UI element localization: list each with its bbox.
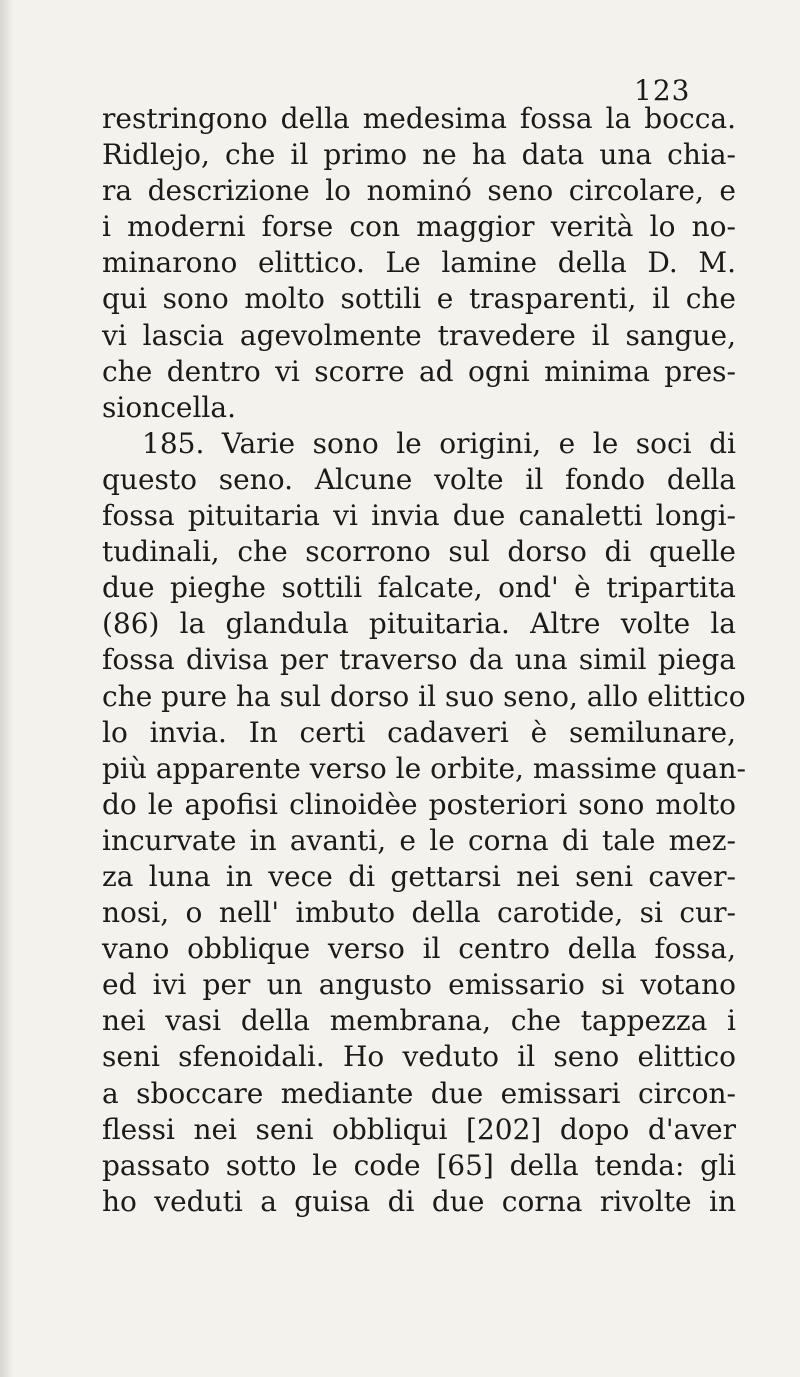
text-line: Ridlejo, che il primo ne ha data una chia- bbox=[102, 138, 736, 172]
text-line: sioncella. bbox=[102, 390, 236, 424]
text-line: vano obblique verso il centro della fossa, bbox=[102, 932, 736, 966]
text-line: più apparente verso le orbite, massime quan- bbox=[102, 751, 746, 785]
text-line: (86) la glandula pituitaria. Altre volte la bbox=[102, 607, 736, 641]
text-line: i moderni forse con maggior verità lo no- bbox=[102, 210, 736, 244]
text-line: passato sotto le code [65] della tenda: gli bbox=[102, 1148, 736, 1182]
text-line: za luna in vece di gettarsi nei seni caver- bbox=[102, 859, 736, 893]
text-line: flessi nei seni obbliqui [202] dopo d'aver bbox=[102, 1112, 736, 1146]
text-line: restringono della medesima fossa la bocca. bbox=[102, 102, 736, 135]
text-line: incurvate in avanti, e le corna di tale mez- bbox=[102, 823, 736, 857]
text-line: vi lascia agevolmente travedere il sangue, bbox=[102, 318, 736, 352]
text-line: ed ivi per un angusto emissario si votano bbox=[102, 968, 736, 1002]
text-line: questo seno. Alcune volte il fondo della bbox=[102, 462, 736, 496]
text-line: che dentro vi scorre ad ogni minima pres- bbox=[102, 354, 736, 388]
paragraph-start-line: 185. Varie sono le origini, e le soci di bbox=[142, 426, 736, 460]
text-line: do le apofisi clinoidèe posteriori sono molto bbox=[102, 787, 736, 821]
text-line: seni sfenoidali. Ho veduto il seno elittico bbox=[102, 1040, 736, 1074]
text-line: lo invia. In certi cadaveri è semilunare, bbox=[102, 715, 736, 749]
text-line: ho veduti a guisa di due corna rivolte in bbox=[102, 1184, 736, 1218]
text-line: qui sono molto sottili e trasparenti, il che bbox=[102, 282, 736, 316]
text-line: nei vasi della membrana, che tappezza i bbox=[102, 1004, 736, 1038]
text-line: nosi, o nell' imbuto della carotide, si cur- bbox=[102, 896, 736, 930]
text-line: ra descrizione lo nominó seno circolare, e bbox=[102, 174, 736, 208]
text-line: due pieghe sottili falcate, ond' è tripartita bbox=[102, 571, 736, 605]
text-line: fossa pituitaria vi invia due canaletti longi- bbox=[102, 499, 736, 533]
text-line: a sboccare mediante due emissari circon- bbox=[102, 1076, 736, 1110]
body-text bbox=[102, 101, 746, 1220]
text-line: che pure ha sul dorso il suo seno, allo elittico bbox=[102, 679, 746, 713]
text-line: fossa divisa per traverso da una simil piega bbox=[102, 643, 736, 677]
text-line: minarono elittico. Le lamine della D. M. bbox=[102, 246, 736, 280]
page-number: 123 bbox=[634, 74, 691, 107]
text-line: tudinali, che scorrono sul dorso di quelle bbox=[102, 535, 736, 569]
